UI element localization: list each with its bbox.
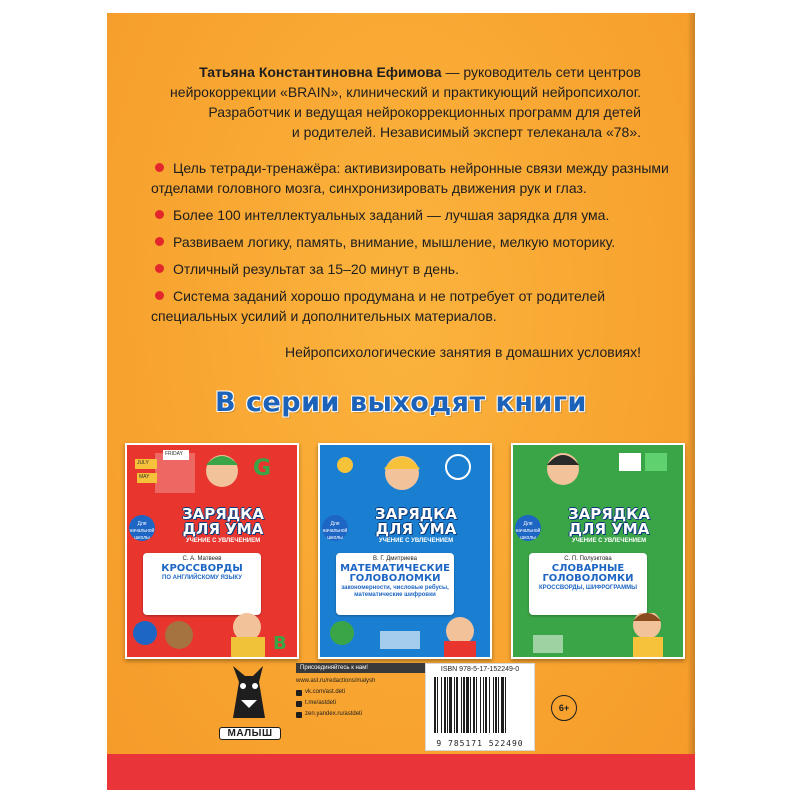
series-name: ЗАРЯДКА ДЛЯ УМА — [181, 505, 265, 538]
author-bio-line: и родителей. Независимый эксперт телеканала «78». — [291, 124, 641, 140]
book-author: С. П. Полуэктова — [564, 556, 612, 562]
feature-list — [151, 158, 671, 333]
book-author: С. А. Матвеев — [182, 556, 222, 562]
book-illustration — [513, 613, 683, 657]
deco-label: JULY — [137, 460, 149, 466]
series-title: В серии выходят книги — [215, 387, 587, 418]
book-illustration — [320, 445, 490, 507]
author-name: Татьяна Константиновна Ефимова — [199, 64, 442, 80]
telegram-icon — [296, 701, 302, 707]
author-bio-line: — руководитель сети центров — [441, 64, 641, 80]
book-illustration — [127, 613, 297, 657]
book-title: МАТЕМАТИЧЕСКИЕ ГОЛОВОЛОМКИ — [340, 563, 450, 584]
join-us-label: Присоединяйтесь к нам! — [296, 663, 426, 673]
book-illustration — [320, 613, 490, 657]
zen-link[interactable]: zen.yandex.ru/astdeti — [296, 709, 426, 720]
author-bio-line: Разработчик и ведущая нейрокоррекционных программ для детей — [208, 104, 641, 120]
bullet-dot-icon — [155, 291, 164, 300]
tagline: Нейропсихологические занятия в домашних условиях! — [284, 344, 641, 360]
series-name: ЗАРЯДКА ДЛЯ УМА — [567, 505, 651, 538]
author-bio — [161, 62, 641, 142]
bullet-dot-icon — [155, 210, 164, 219]
age-rating-badge: 6+ — [551, 695, 577, 721]
isbn-number: ISBN 978-5-17-152249-0 — [440, 666, 520, 673]
series-book-words — [511, 443, 685, 659]
book-title: КРОССВОРДЫ — [161, 563, 243, 574]
publisher-name: МАЛЫШ — [219, 727, 281, 740]
logo-cat-icon — [219, 660, 279, 724]
book-subtitle: ПО АНГЛИЙСКОМУ ЯЗЫКУ — [162, 575, 242, 581]
feature-item: Цель тетради-тренажёра: активизировать нейронные связи между разными отделами головного мозга, синхронизировать движения рук и глаз. — [151, 160, 669, 196]
svg-text:G: G — [253, 456, 272, 481]
book-title-card — [336, 553, 454, 615]
vk-icon — [296, 690, 302, 696]
bottom-strip — [107, 754, 695, 790]
series-name: ЗАРЯДКА ДЛЯ УМА — [374, 505, 458, 538]
zen-icon — [296, 712, 302, 718]
book-back-cover — [107, 13, 695, 790]
school-badge: Для начальной школы — [515, 515, 541, 541]
book-title: СЛОВАРНЫЕ ГОЛОВОЛОМКИ — [542, 563, 634, 584]
feature-item: Отличный результат за 15–20 минут в день. — [151, 259, 671, 279]
website-link[interactable]: www.ast.ru/redactions/malysh — [296, 678, 376, 684]
series-book-math — [318, 443, 492, 659]
bullet-dot-icon — [155, 163, 164, 172]
book-author: В. Г. Дмитриева — [373, 556, 417, 562]
feature-item: Более 100 интеллектуальных заданий — лучшая зарядка для ума. — [151, 205, 671, 225]
book-subtitle: закономерности, числовые ребусы, математические шифровки — [341, 585, 449, 598]
bullet-dot-icon — [155, 264, 164, 273]
svg-text:B: B — [273, 633, 287, 654]
book-illustration — [127, 445, 297, 505]
barcode-icon — [432, 677, 528, 735]
telegram-link[interactable]: t.me/astdeti — [296, 698, 426, 709]
book-title-card — [143, 553, 261, 615]
deco-label: MAY — [139, 474, 150, 480]
book-title-card — [529, 553, 647, 615]
series-subtitle: УЧЕНИЕ С УВЛЕЧЕНИЕМ — [571, 538, 647, 544]
barcode-number: 9 785171 522490 — [436, 739, 524, 748]
isbn-barcode — [425, 663, 535, 751]
author-bio-line: нейрокоррекции «BRAIN», клинический и практикующий нейропсихолог. — [170, 84, 641, 100]
book-illustration — [513, 445, 683, 507]
vk-link[interactable]: vk.com/ast.deti — [296, 687, 426, 698]
series-book-crosswords — [125, 443, 299, 659]
book-subtitle: КРОССВОРДЫ, ШИФРОГРАММЫ — [538, 585, 637, 591]
school-badge: Для начальной школы — [129, 515, 155, 541]
series-subtitle: УЧЕНИЕ С УВЛЕЧЕНИЕМ — [185, 538, 261, 544]
feature-item: Развиваем логику, память, внимание, мышление, мелкую моторику. — [151, 232, 671, 252]
feature-item: Система заданий хорошо продумана и не потребует от родителей специальных усилий и дополнительных материалов. — [151, 288, 606, 324]
school-badge: Для начальной школы — [322, 515, 348, 541]
bullet-dot-icon — [155, 237, 164, 246]
publisher-logo — [219, 660, 279, 740]
social-links — [296, 663, 426, 751]
deco-label: FRIDAY — [165, 451, 183, 457]
series-subtitle: УЧЕНИЕ С УВЛЕЧЕНИЕМ — [378, 538, 454, 544]
